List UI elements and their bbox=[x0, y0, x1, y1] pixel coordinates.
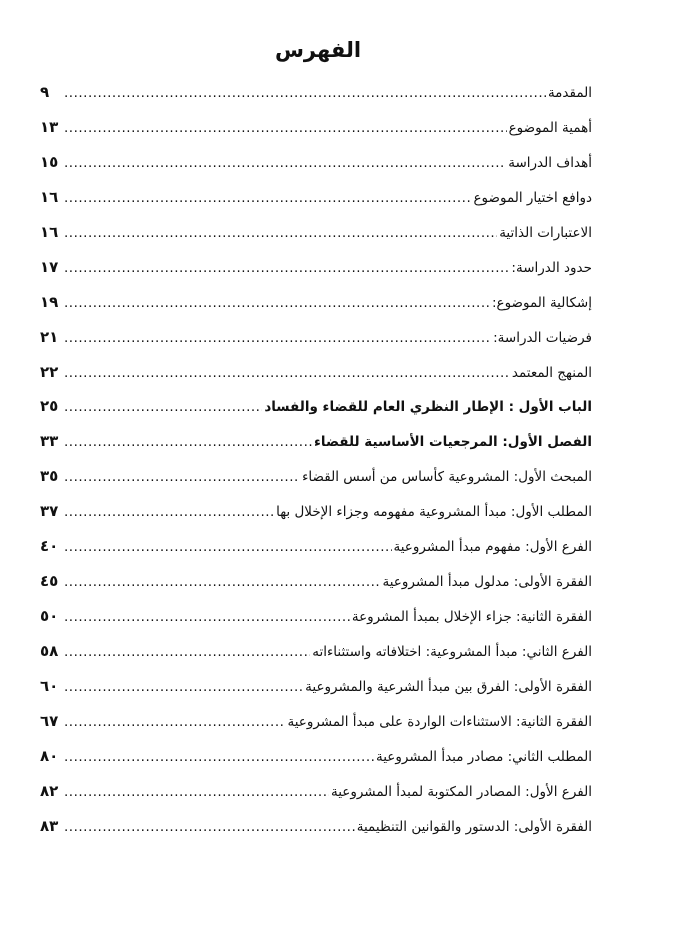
dot-leader bbox=[64, 393, 262, 421]
dot-leader bbox=[64, 289, 490, 317]
toc-entry-title: المبحث الأول: المشروعية كأساس من أسس القضاء bbox=[302, 469, 592, 486]
dot-leader bbox=[64, 428, 312, 456]
dot-leader bbox=[64, 778, 329, 806]
toc-entry-page-number: ١٦ bbox=[40, 187, 59, 206]
dot-leader bbox=[64, 79, 546, 107]
dot-leader bbox=[64, 463, 300, 491]
toc-entry bbox=[40, 253, 592, 288]
toc-entry bbox=[40, 567, 592, 602]
toc-entry bbox=[40, 602, 592, 637]
dot-leader bbox=[64, 603, 350, 631]
toc-entry bbox=[40, 497, 592, 532]
dot-leader bbox=[64, 813, 355, 841]
toc-entry-title: إشكالية الموضوع: bbox=[491, 294, 592, 311]
dot-leader bbox=[64, 673, 303, 701]
dot-leader bbox=[64, 568, 381, 596]
toc-entry bbox=[40, 288, 592, 323]
toc-entry-page-number: ٩ bbox=[40, 83, 50, 101]
toc-entry-page-number: ٤٥ bbox=[40, 572, 59, 591]
toc-entry-page-number: ١٩ bbox=[40, 292, 59, 311]
toc-entry bbox=[40, 323, 592, 358]
toc-entry bbox=[40, 218, 592, 253]
toc-entry-page-number: ٦٧ bbox=[40, 711, 59, 730]
toc-entry-title: الباب الأول : الإطار النظري العام للقضاء والفساد bbox=[264, 399, 592, 416]
toc-entry-page-number: ٥٠ bbox=[40, 607, 59, 626]
toc-entry-title: دوافع اختيار الموضوع bbox=[473, 189, 592, 206]
toc-entry-title: الاعتبارات الذاتية bbox=[499, 224, 592, 241]
toc-entry-title: المطلب الثاني: مصادر مبدأ المشروعية bbox=[375, 748, 592, 765]
toc-entry-page-number: ٢٥ bbox=[40, 397, 59, 416]
toc-entry bbox=[40, 742, 592, 777]
toc-entry-title: أهداف الدراسة bbox=[508, 154, 592, 171]
toc-entry-page-number: ٢٢ bbox=[40, 362, 59, 381]
toc-entry bbox=[40, 532, 592, 567]
toc-entry-page-number: ٨٢ bbox=[40, 781, 59, 800]
toc-entry bbox=[40, 812, 592, 847]
dot-leader bbox=[64, 638, 310, 666]
toc-entry-page-number: ٤٠ bbox=[40, 537, 59, 556]
toc-entry-page-number: ٥٨ bbox=[40, 642, 59, 660]
toc-entry-title: الفقرة الأولى: مدلول مبدأ المشروعية bbox=[382, 574, 592, 591]
toc-entry-page-number: ٨٣ bbox=[40, 816, 59, 835]
toc-entry bbox=[40, 392, 592, 427]
toc-entry-page-number: ٣٣ bbox=[40, 432, 59, 451]
dot-leader bbox=[64, 533, 392, 561]
toc-entry-title: الفصل الأول: المرجعيات الأساسية للقضاء bbox=[314, 434, 592, 451]
dot-leader bbox=[64, 743, 374, 771]
toc-entry-title: المطلب الأول: مبدأ المشروعية مفهومه وجزاء الإخلال بها bbox=[276, 504, 592, 521]
dot-leader bbox=[64, 254, 509, 282]
toc-entry-page-number: ٨٠ bbox=[40, 746, 59, 765]
toc-entry-page-number: ١٧ bbox=[40, 257, 59, 276]
toc-entry-title: المقدمة bbox=[547, 85, 592, 101]
toc-entry-page-number: ١٦ bbox=[40, 222, 59, 241]
toc-entry bbox=[40, 78, 592, 113]
toc-entry-page-number: ٣٥ bbox=[40, 467, 59, 486]
dot-leader bbox=[64, 219, 497, 247]
toc-entry-page-number: ١٣ bbox=[40, 117, 59, 136]
toc-entry-page-number: ١٥ bbox=[40, 152, 59, 171]
toc-entry-title: أهمية الموضوع bbox=[508, 119, 592, 136]
table-of-contents bbox=[40, 78, 592, 847]
toc-entry-title: فرضيات الدراسة: bbox=[493, 329, 592, 346]
dot-leader bbox=[64, 149, 506, 177]
toc-entry bbox=[40, 707, 592, 742]
toc-entry-title: الفقرة الأولى: الدستور والقوانين التنظيمية bbox=[356, 818, 592, 835]
page-title: الفهرس bbox=[274, 38, 362, 62]
dot-leader bbox=[64, 359, 510, 387]
toc-entry bbox=[40, 462, 592, 497]
toc-entry-title: حدود الدراسة: bbox=[511, 259, 592, 276]
toc-entry-title: الفرع الأول: مفهوم مبدأ المشروعية bbox=[393, 539, 592, 556]
toc-entry bbox=[40, 427, 592, 462]
toc-entry-page-number: ٦٠ bbox=[40, 676, 59, 695]
toc-entry bbox=[40, 183, 592, 218]
toc-entry bbox=[40, 637, 592, 672]
toc-entry-title: الفقرة الثانية: الاستثناءات الواردة على مبدأ المشروعية bbox=[287, 713, 592, 730]
toc-entry bbox=[40, 672, 592, 707]
dot-leader bbox=[64, 708, 285, 736]
dot-leader bbox=[64, 184, 471, 212]
toc-entry-title: الفرع الثاني: مبدأ المشروعية: اختلافاته واستثناءاته bbox=[312, 644, 592, 660]
toc-entry bbox=[40, 113, 592, 148]
toc-entry-title: المنهج المعتمد bbox=[511, 364, 592, 381]
toc-entry-page-number: ٣٧ bbox=[40, 502, 59, 521]
toc-entry-title: الفرع الأول: المصادر المكتوبة لمبدأ المشروعية bbox=[330, 783, 592, 800]
dot-leader bbox=[64, 324, 491, 352]
toc-entry bbox=[40, 777, 592, 812]
toc-entry-title: الفقرة الأولى: الفرق بين مبدأ الشرعية والمشروعية bbox=[305, 678, 592, 695]
dot-leader bbox=[64, 114, 507, 142]
dot-leader bbox=[64, 498, 274, 526]
toc-entry-title: الفقرة الثانية: جزاء الإخلال بمبدأ المشروعة bbox=[351, 609, 592, 626]
toc-entry bbox=[40, 148, 592, 183]
toc-entry bbox=[40, 358, 592, 393]
toc-entry-page-number: ٢١ bbox=[40, 327, 59, 346]
